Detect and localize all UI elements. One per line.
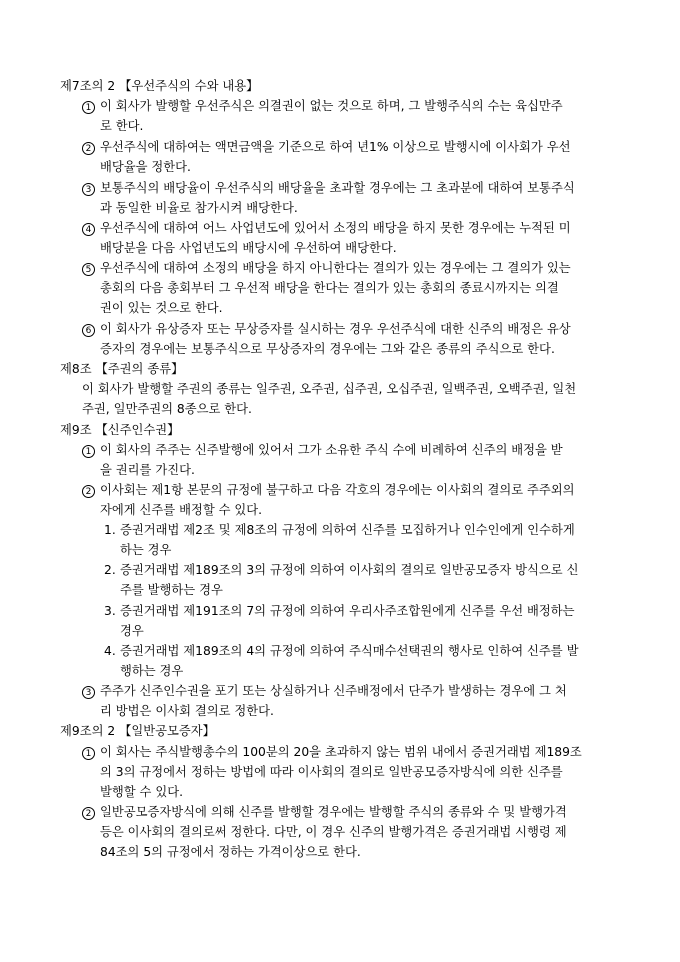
item-line: 총회의 다음 총회부터 그 우선적 배당을 한다는 결의가 있는 총회의 종료시까지는 의결: [100, 281, 559, 295]
item-line: 우선주식에 대하여 어느 사업년도에 있어서 소정의 배당을 하지 못한 경우에는 누적된 미: [100, 221, 571, 235]
item-line: 등은 이사회의 결의로써 정한다. 다만, 이 경우 신주의 발행가격은 증권거래법 시행령 제: [100, 825, 567, 839]
article-8-line: 주권, 일만주권의 8종으로 한다.: [82, 402, 252, 416]
item-line: 우선주식에 대하여 소정의 배당을 하지 아니한다는 결의가 있는 경우에는 그 결의가 있는: [100, 261, 571, 275]
item-line: 이 회사가 유상증자 또는 무상증자를 실시하는 경우 우선주식에 대한 신주의 배정은 유상: [100, 322, 571, 336]
sub-line: 증권거래법 제191조의 7의 규정에 의하여 우리사주조합원에게 신주를 우선 배정하는: [120, 604, 575, 618]
item-line: 배당분을 다음 사업년도의 배당시에 우선하여 배당한다.: [100, 241, 397, 255]
sub-number: 3.: [104, 604, 116, 618]
circled-number-3: 3: [82, 686, 95, 699]
circled-number-6: 6: [82, 324, 95, 337]
sub-line: 주를 발행하는 경우: [120, 583, 223, 597]
item-line: 과 동일한 비율로 참가시켜 배당한다.: [100, 201, 298, 215]
circled-number-5: 5: [82, 263, 95, 276]
article-7-2-heading: 제7조의 2 【우선주식의 수와 내용】: [60, 79, 259, 93]
circled-number-2: 2: [82, 485, 95, 498]
item-line: 우선주식에 대하여는 액면금액을 기준으로 하여 년1% 이상으로 발행시에 이사회가 우선: [100, 140, 571, 154]
item-line: 을 권리를 가진다.: [100, 463, 195, 477]
item-line: 발행할 수 있다.: [100, 785, 183, 799]
circled-number-2: 2: [82, 807, 95, 820]
item-line: 84조의 5의 규정에서 정하는 가격이상으로 한다.: [100, 845, 361, 859]
item-line: 주주가 신주인수권을 포기 또는 상실하거나 신주배정에서 단주가 발생하는 경우에 그 처: [100, 684, 567, 698]
item-line: 이 회사는 주식발행총수의 100분의 20을 초과하지 않는 범위 내에서 증권거래법 제189조: [100, 745, 582, 759]
item-line: 보통주식의 배당율이 우선주식의 배당율을 초과할 경우에는 그 초과분에 대하여 보통주식: [100, 181, 575, 195]
article-8-line: 이 회사가 발행할 주권의 종류는 일주권, 오주권, 십주권, 오십주권, 일백주권, 오백주권, 일천: [82, 382, 577, 396]
item-line: 자에게 신주를 배정할 수 있다.: [100, 503, 263, 517]
article-8-heading: 제8조 【주권의 종류】: [60, 362, 184, 376]
item-line: 로 한다.: [100, 119, 144, 133]
sub-number: 1.: [104, 523, 116, 537]
item-line: 일반공모증자방식에 의해 신주를 발행할 경우에는 발행할 주식의 종류와 수 및 발행가격: [100, 805, 567, 819]
article-9-heading: 제9조 【신주인수권】: [60, 423, 180, 437]
sub-line: 행하는 경우: [120, 664, 184, 678]
item-line: 리 방법은 이사회 결의로 정한다.: [100, 704, 274, 718]
sub-line: 하는 경우: [120, 543, 172, 557]
circled-number-1: 1: [82, 101, 95, 114]
sub-number: 4.: [104, 644, 116, 658]
circled-number-1: 1: [82, 445, 95, 458]
item-line: 이 회사의 주주는 신주발행에 있어서 그가 소유한 주식 수에 비례하여 신주의 배정을 받: [100, 443, 563, 457]
item-line: 의 3의 규정에서 정하는 방법에 따라 이사회의 결의로 일반공모증자방식에 의한 신주를: [100, 765, 563, 779]
sub-line: 증권거래법 제2조 및 제8조의 규정에 의하여 신주를 모집하거나 인수인에게 인수하게: [120, 523, 575, 537]
circled-number-4: 4: [82, 223, 95, 236]
circled-number-1: 1: [82, 747, 95, 760]
item-line: 배당율을 정한다.: [100, 160, 191, 174]
circled-number-3: 3: [82, 183, 95, 196]
sub-line: 증권거래법 제189조의 4의 규정에 의하여 주식매수선택권의 행사로 인하여 신주를 발: [120, 644, 579, 658]
sub-line: 증권거래법 제189조의 3의 규정에 의하여 이사회의 결의로 일반공모증자 방식으로 신: [120, 563, 579, 577]
article-9-2-heading: 제9조의 2 【일반공모증자】: [60, 724, 215, 738]
circled-number-2: 2: [82, 142, 95, 155]
item-line: 이 회사가 발행할 우선주식은 의결권이 없는 것으로 하며, 그 발행주식의 수는 육십만주: [100, 99, 563, 113]
item-line: 증자의 경우에는 보통주식으로 무상증자의 경우에는 그와 같은 종류의 주식으로 한다.: [100, 342, 555, 356]
sub-number: 2.: [104, 563, 116, 577]
item-line: 권이 있는 것으로 한다.: [100, 301, 223, 315]
item-line: 이사회는 제1항 본문의 규정에 불구하고 다음 각호의 경우에는 이사회의 결의로 주주외의: [100, 483, 575, 497]
sub-line: 경우: [120, 624, 144, 638]
